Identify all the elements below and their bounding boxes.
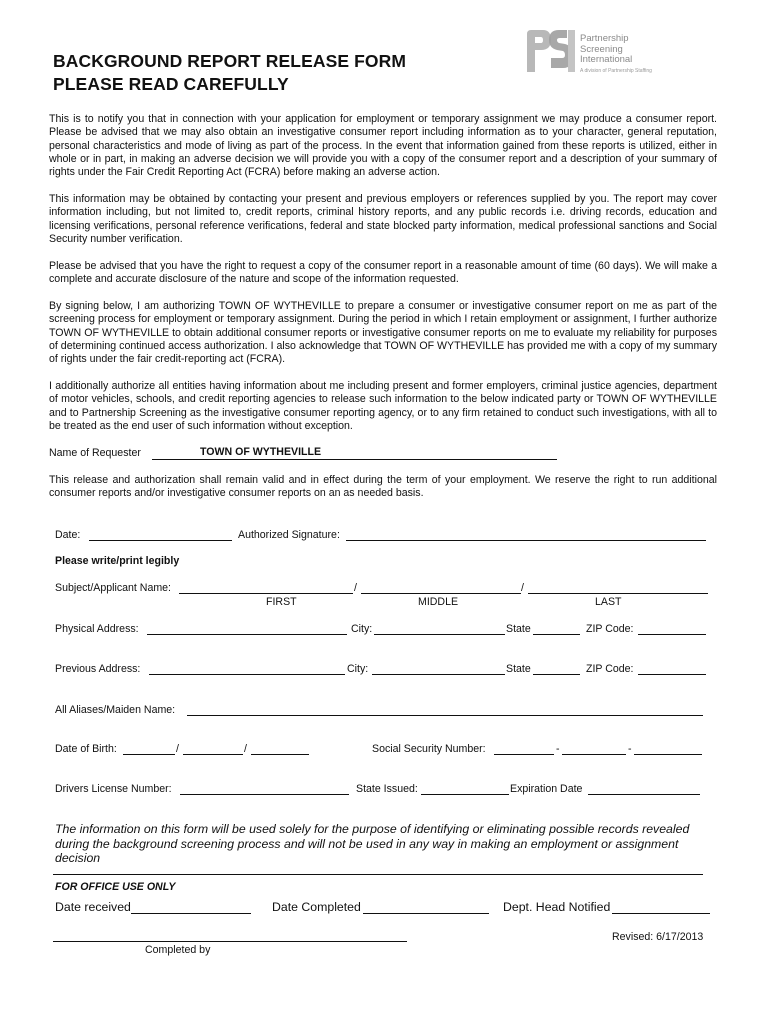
- drivers-license-label: Drivers License Number:: [55, 783, 172, 795]
- name-separator-1: /: [354, 582, 357, 594]
- signature-label: Authorized Signature:: [238, 529, 340, 541]
- dept-head-notified-field[interactable]: [612, 913, 710, 914]
- dept-head-notified-label: Dept. Head Notified: [503, 900, 611, 914]
- date-label: Date:: [55, 529, 81, 541]
- expiration-date-label: Expiration Date: [510, 783, 583, 795]
- physical-city-label: City:: [351, 623, 373, 635]
- physical-address-field[interactable]: [147, 634, 347, 635]
- previous-state-field[interactable]: [533, 674, 580, 675]
- logo-tagline: A division of Partnership Staffing: [580, 67, 652, 74]
- last-caption: LAST: [595, 596, 622, 608]
- expiration-date-field[interactable]: [588, 794, 700, 795]
- psi-logo: [521, 28, 671, 78]
- ssn-label: Social Security Number:: [372, 743, 486, 755]
- logo-line2: Screening: [580, 43, 623, 55]
- form-title-line1: BACKGROUND REPORT RELEASE FORM: [53, 51, 407, 71]
- ssn-separator-1: -: [556, 743, 560, 755]
- subject-name-label: Subject/Applicant Name:: [55, 582, 172, 594]
- date-completed-field[interactable]: [363, 913, 489, 914]
- previous-zip-field[interactable]: [638, 674, 706, 675]
- release-paragraph: This release and authorization shall remain valid and in effect during the term of your employment. We reserve the right to run additional consumer reports and/or investigative consumer reports on an as needed basis.: [49, 474, 717, 500]
- ssn-part2-field[interactable]: [562, 754, 626, 755]
- physical-zip-field[interactable]: [638, 634, 706, 635]
- ssn-part1-field[interactable]: [494, 754, 554, 755]
- dob-separator-1: /: [176, 743, 179, 755]
- requester-value[interactable]: TOWN OF WYTHEVILLE: [200, 446, 322, 458]
- state-issued-label: State Issued:: [356, 783, 418, 795]
- physical-state-field[interactable]: [533, 634, 580, 635]
- previous-address-label: Previous Address:: [55, 663, 141, 675]
- physical-zip-label: ZIP Code:: [586, 623, 634, 635]
- ssn-separator-2: -: [628, 743, 632, 755]
- psi-logo-mark: [521, 28, 577, 76]
- previous-state-label: State: [506, 663, 531, 675]
- drivers-license-field[interactable]: [180, 794, 349, 795]
- aliases-label: All Aliases/Maiden Name:: [55, 704, 176, 716]
- completed-by-field[interactable]: [53, 941, 407, 942]
- previous-city-label: City:: [347, 663, 369, 675]
- aliases-field[interactable]: [187, 715, 703, 716]
- physical-city-field[interactable]: [374, 634, 505, 635]
- previous-address-field[interactable]: [149, 674, 345, 675]
- completed-by-label: Completed by: [145, 944, 211, 956]
- notice-paragraph-2: This information may be obtained by contacting your present and previous employers or references supplied by you. The report may cover information including, but not limited to, credit reports, criminal history reports, and any public records i.e. driving records, education and licensing verifications, personal reference verifications, federal and state blocked party information, medical professional sanctions and Social Security number verification.: [49, 193, 717, 245]
- logo-line3: International: [580, 54, 633, 65]
- first-caption: FIRST: [266, 596, 297, 608]
- physical-state-label: State: [506, 623, 531, 635]
- date-completed-label: Date Completed: [272, 900, 361, 914]
- dob-day-field[interactable]: [183, 754, 243, 755]
- dob-month-field[interactable]: [123, 754, 175, 755]
- state-issued-field[interactable]: [421, 794, 509, 795]
- logo-line1: Partnership: [580, 33, 629, 44]
- ssn-part3-field[interactable]: [634, 754, 702, 755]
- previous-zip-label: ZIP Code:: [586, 663, 634, 675]
- additional-authorization-paragraph: I additionally authorize all entities having information about me including present and former employers, criminal justice agencies, department of motor vehicles, schools, and credit reporting agencies to release such information to the below indicated party or TOWN OF WYTHEVILLE and to Partnership Screening as the investigative consumer reporting agency, or to any firm retained to conduct such investigations, with all to be treated as the end user of such information without exception.: [49, 380, 717, 432]
- previous-city-field[interactable]: [372, 674, 505, 675]
- first-name-field[interactable]: [179, 593, 353, 594]
- date-received-field[interactable]: [131, 913, 251, 914]
- name-separator-2: /: [521, 582, 524, 594]
- revised-date: Revised: 6/17/2013: [612, 931, 704, 943]
- date-received-label: Date received: [55, 900, 131, 914]
- requester-label: Name of Requester: [49, 447, 141, 459]
- date-field[interactable]: [89, 540, 232, 541]
- dob-separator-2: /: [244, 743, 247, 755]
- write-legibly-instruction: Please write/print legibly: [55, 555, 180, 567]
- office-use-heading: FOR OFFICE USE ONLY: [55, 881, 176, 893]
- form-title-line2: PLEASE READ CAREFULLY: [53, 74, 289, 94]
- last-name-field[interactable]: [528, 593, 708, 594]
- dob-year-field[interactable]: [251, 754, 309, 755]
- physical-address-label: Physical Address:: [55, 623, 139, 635]
- middle-name-field[interactable]: [361, 593, 521, 594]
- authorization-paragraph: By signing below, I am authorizing TOWN OF WYTHEVILLE to prepare a consumer or investigative consumer report on me as part of the screening process for employment or temporary assignment. During the period in which I retain employment or assignment, I further authorize TOWN OF WYTHEVILLE to obtain additional consumer reports or investigative consumer reports on me to evaluate my reliability for purposes of determining continued access authorization. I also acknowledge that TOWN OF WYTHEVILLE has provided me with a copy of my summary of rights under the fair credit-reporting act (FCRA).: [49, 300, 717, 366]
- middle-caption: MIDDLE: [418, 596, 459, 608]
- dob-label: Date of Birth:: [55, 743, 117, 755]
- notice-paragraph-3: Please be advised that you have the right to request a copy of the consumer report in a reasonable amount of time (60 days). We will make a complete and accurate disclosure of the nature and scope of the information requested.: [49, 260, 717, 286]
- notice-paragraph-1: This is to notify you that in connection with your application for employment or temporary assignment we may produce a consumer report. Please be advised that we may also obtain an investigative consumer report including information as to your character, general reputation, personal characteristics and mode of living as part of the process. In the event that information gained from these reports is utilized, either in whole or in part, in making an adverse decision we will provide you with a copy of the consumer report and a description of your summary of rights under the Fair Credit Reporting Act (FCRA) before making an adverse action.: [49, 113, 717, 179]
- usage-notice: The information on this form will be used solely for the purpose of identifying or eliminating possible records revealed during the background screening process and will not be used in any way in making an employment or assignment decision: [55, 822, 690, 865]
- signature-field[interactable]: [346, 540, 706, 541]
- office-divider: [53, 874, 703, 875]
